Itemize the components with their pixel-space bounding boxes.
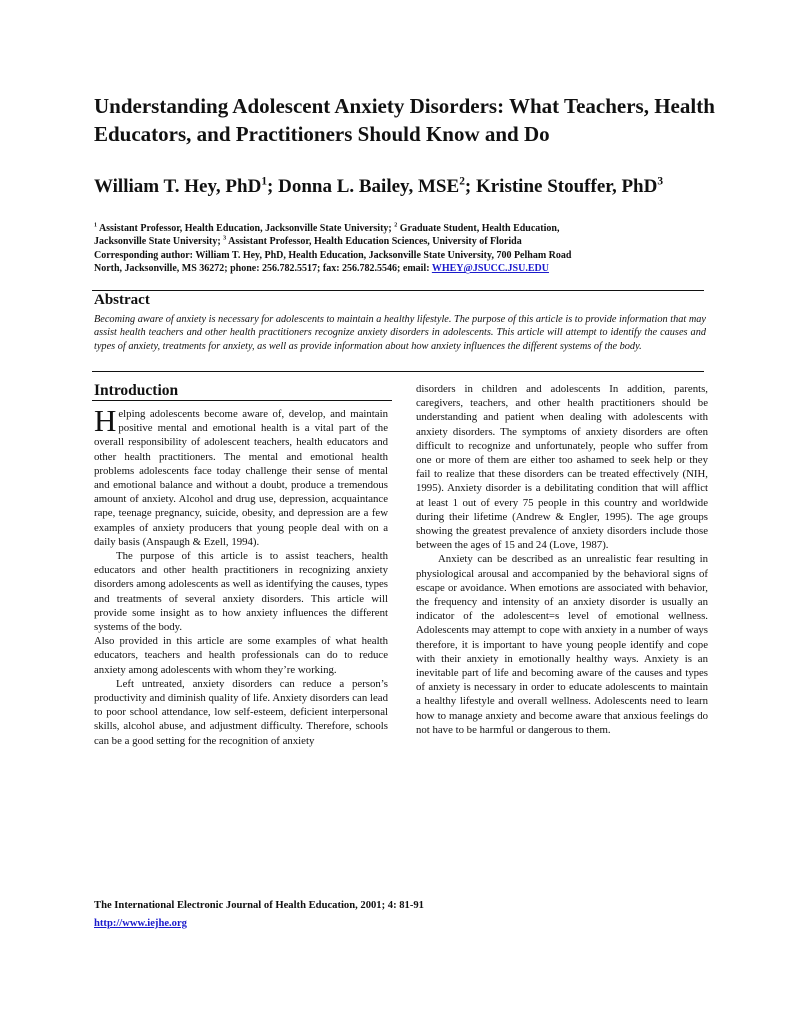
paragraph: disorders in children and adolescents In addition, parents, caregivers, teachers, and other health practitioners should be understanding and patient when dealing with adolescents with anxiety disorders. The symptoms of anxiety disorders are often difficult to recognize and unfortunately, people who suffer from one or more of them are either too ashamed to seek help or they fail to realize that these disorders can be treated effectively (NIH, 1995). Anxiety disorder is a debilitating condition that will afflict at least 1 out of every 75 people in this country and worldwide during their lifetime (Andrew & Engler, 1995). The age groups showing the greatest prevalence of anxiety disorders include those between the ages of 15 and 24 (Love, 1987). — [416, 383, 708, 552]
paper-title: Understanding Adolescent Anxiety Disorders: What Teachers, Health Educators, and Practitioners Should Know and Do — [94, 94, 715, 146]
contact-line: North, Jacksonville, MS 36272; phone: 256.782.5517; fax: 256.782.5546; email: WHEY@JSUCC.JSU.EDU — [94, 263, 549, 275]
paragraph: Left untreated, anxiety disorders can reduce a person’s productivity and diminish quality of life. Anxiety disorders can lead to poor school attendance, low self-esteem, deficient interpersonal skills, alcohol abuse, and adjustment difficulty. Therefore, schools can be a good setting for the recognition of anxiety — [94, 677, 388, 747]
author-2: Donna L. Bailey, MSE$^2$; — [278, 175, 476, 197]
header-divider — [92, 290, 704, 291]
abstract-text: Becoming aware of anxiety is necessary for adolescents to maintain a healthy lifestyle. The purpose of this article is to provide information that may assist health teachers and other health practitioners recognize anxiety disorders in adolescents. This article will attempt to identify the causes and types of anxiety, treatments for anxiety, as well as provide information about how anxiety influences the different systems of the body. — [94, 314, 706, 352]
paragraph: The purpose of this article is to assist teachers, health educators and other health practitioners in recognizing anxiety disorders among adolescents as well as identifying the causes, types and treatments of several anxiety disorders. This article will provide some insight as to how anxiety influences the different systems of the body. — [94, 550, 388, 634]
abstract-divider — [92, 371, 704, 372]
affiliation-line: Jacksonville State University; $^3$ Assistant Professor, Health Education Sciences, University of Florida — [94, 236, 522, 248]
journal-url-link[interactable]: http://www.iejhe.org — [94, 918, 187, 929]
affiliation-line: $^1$ Assistant Professor, Health Education, Jacksonville State University; $^2$ Graduate Student, Health Education, — [94, 222, 560, 234]
paragraph: Anxiety can be described as an unrealistic fear resulting in physiological arousal and accompanied by the behavioral signs of escape or avoidance. When emotions are associated with behavior, the frequency and intensity of an anxiety disorder is usually an indicator of the adolescent=s level of emotional wellness. Adolescents may attempt to cope with anxiety in a number of ways therefore, it is important to have young people identify and cope with their anxiety in emotionally healthy ways. Anxiety is an inevitable part of life and becoming aware of the causes and types of anxiety is necessary in order to educate adolescents to maintain a healthy lifestyle and overall wellness. Adolescents need to learn how to manage anxiety and become aware that anxious feelings do not have to be harmful or dangerous to them. — [416, 553, 708, 736]
introduction-underline — [92, 400, 392, 401]
affiliations — [94, 222, 706, 276]
author-1: William T. Hey, PhD$^1$; — [94, 175, 279, 197]
corresponding-author: Corresponding author: William T. Hey, PhD, Health Education, Jacksonville State University, 700 Pelham Road — [94, 249, 572, 261]
author-list — [94, 175, 724, 199]
abstract-heading: Abstract — [94, 292, 150, 308]
introduction-heading: Introduction — [94, 382, 179, 399]
author-3: Kristine Stouffer, PhD$^3$ — [475, 175, 664, 197]
left-column — [94, 403, 388, 748]
journal-citation: The International Electronic Journal of Health Education, 2001; 4: 81-91 — [94, 900, 424, 911]
journal-footer — [94, 897, 714, 933]
paragraph: Helping adolescents become aware of, develop, and maintain positive mental and emotional health is a vital part of the overall responsibility of adolescent teachers, health educators and other health practitioners. The mental and emotional health problems adolescents face today challenge their sense of mental and emotional balance and without a doubt, produce a tremendous amount of anxiety. Alcohol and drug use, depression, acquaintance rape, teenage pregnancy, suicide, obesity, and depression are a few examples of anxiety producers that young people deal with on a daily basis (Anspaugh & Ezell, 1994). — [94, 403, 388, 548]
drop-cap: H — [94, 403, 117, 438]
email-link[interactable]: WHEY@JSUCC.JSU.EDU — [431, 263, 549, 275]
right-column — [416, 382, 708, 737]
paragraph: Also provided in this article are some examples of what health educators, teachers and health professionals can do to reduce anxiety among adolescents with whom they’re working. — [94, 635, 388, 676]
